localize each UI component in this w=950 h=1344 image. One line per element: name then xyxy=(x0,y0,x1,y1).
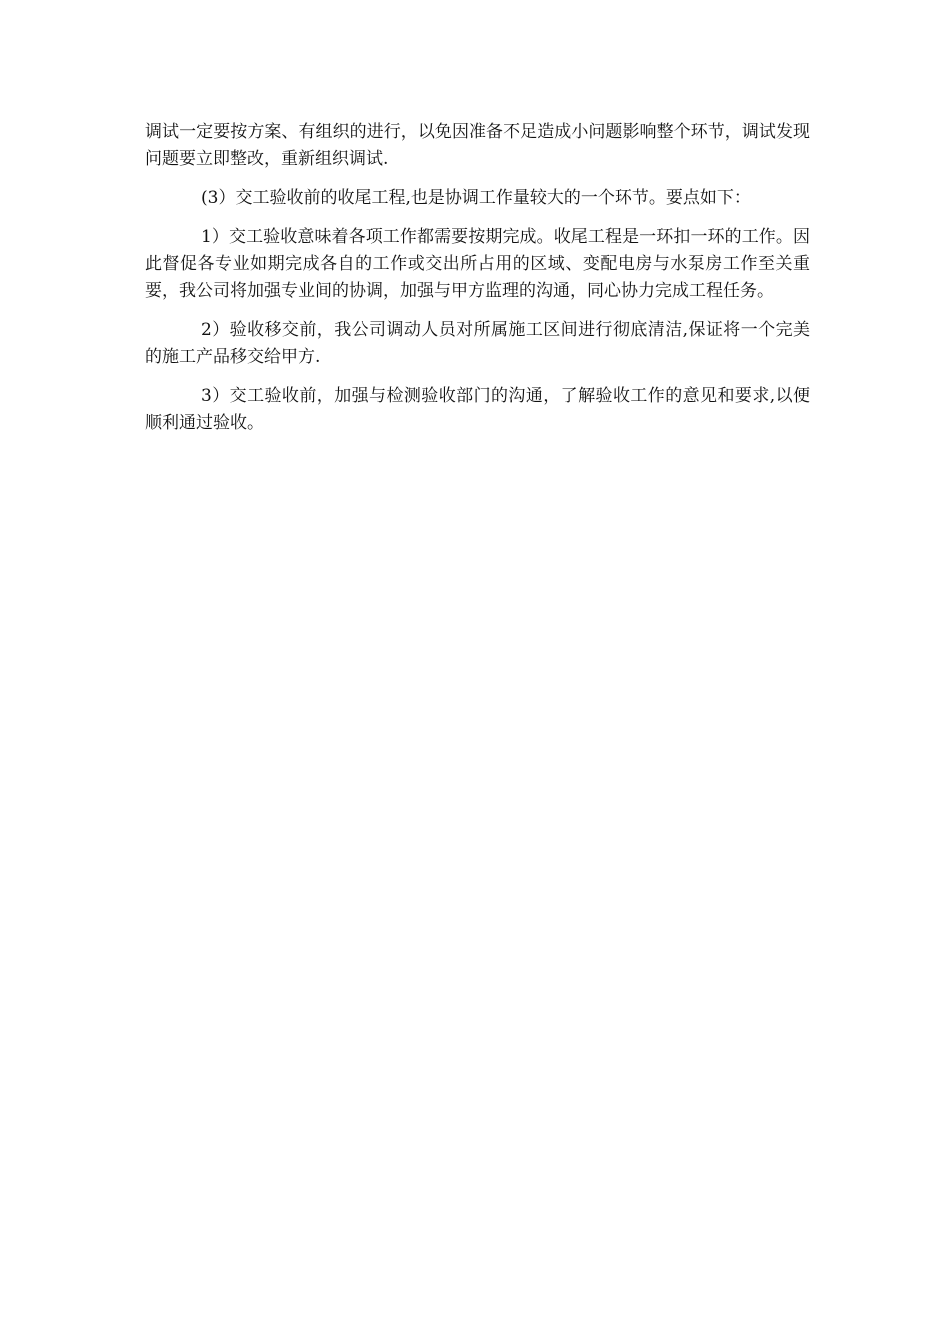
paragraph-final-works-intro: (3）交工验收前的收尾工程,也是协调工作量较大的一个环节。要点如下： xyxy=(201,188,751,208)
paragraph-point-1: 1）交工验收意味着各项工作都需要按期完成。收尾工程是一环扣一环的工作。因此督促各专业如期完成各自的工作或交出所占用的区域、变配电房与水泵房工作至关重要，我公司将加强专业间的协调，加强与甲方监理的沟通，同心协力完成工程任务。 xyxy=(145,227,810,301)
paragraph-point-2: 2）验收移交前，我公司调动人员对所属施工区间进行彻底清洁,保证将一个完美的施工产品移交给甲方. xyxy=(145,320,810,367)
paragraph-point-3: 3）交工验收前，加强与检测验收部门的沟通，了解验收工作的意见和要求,以便顺利通过验收。 xyxy=(145,386,810,433)
paragraph-debugging: 调试一定要按方案、有组织的进行，以免因准备不足造成小问题影响整个环节，调试发现问题要立即整改，重新组织调试. xyxy=(145,122,810,169)
document-body xyxy=(145,119,810,449)
